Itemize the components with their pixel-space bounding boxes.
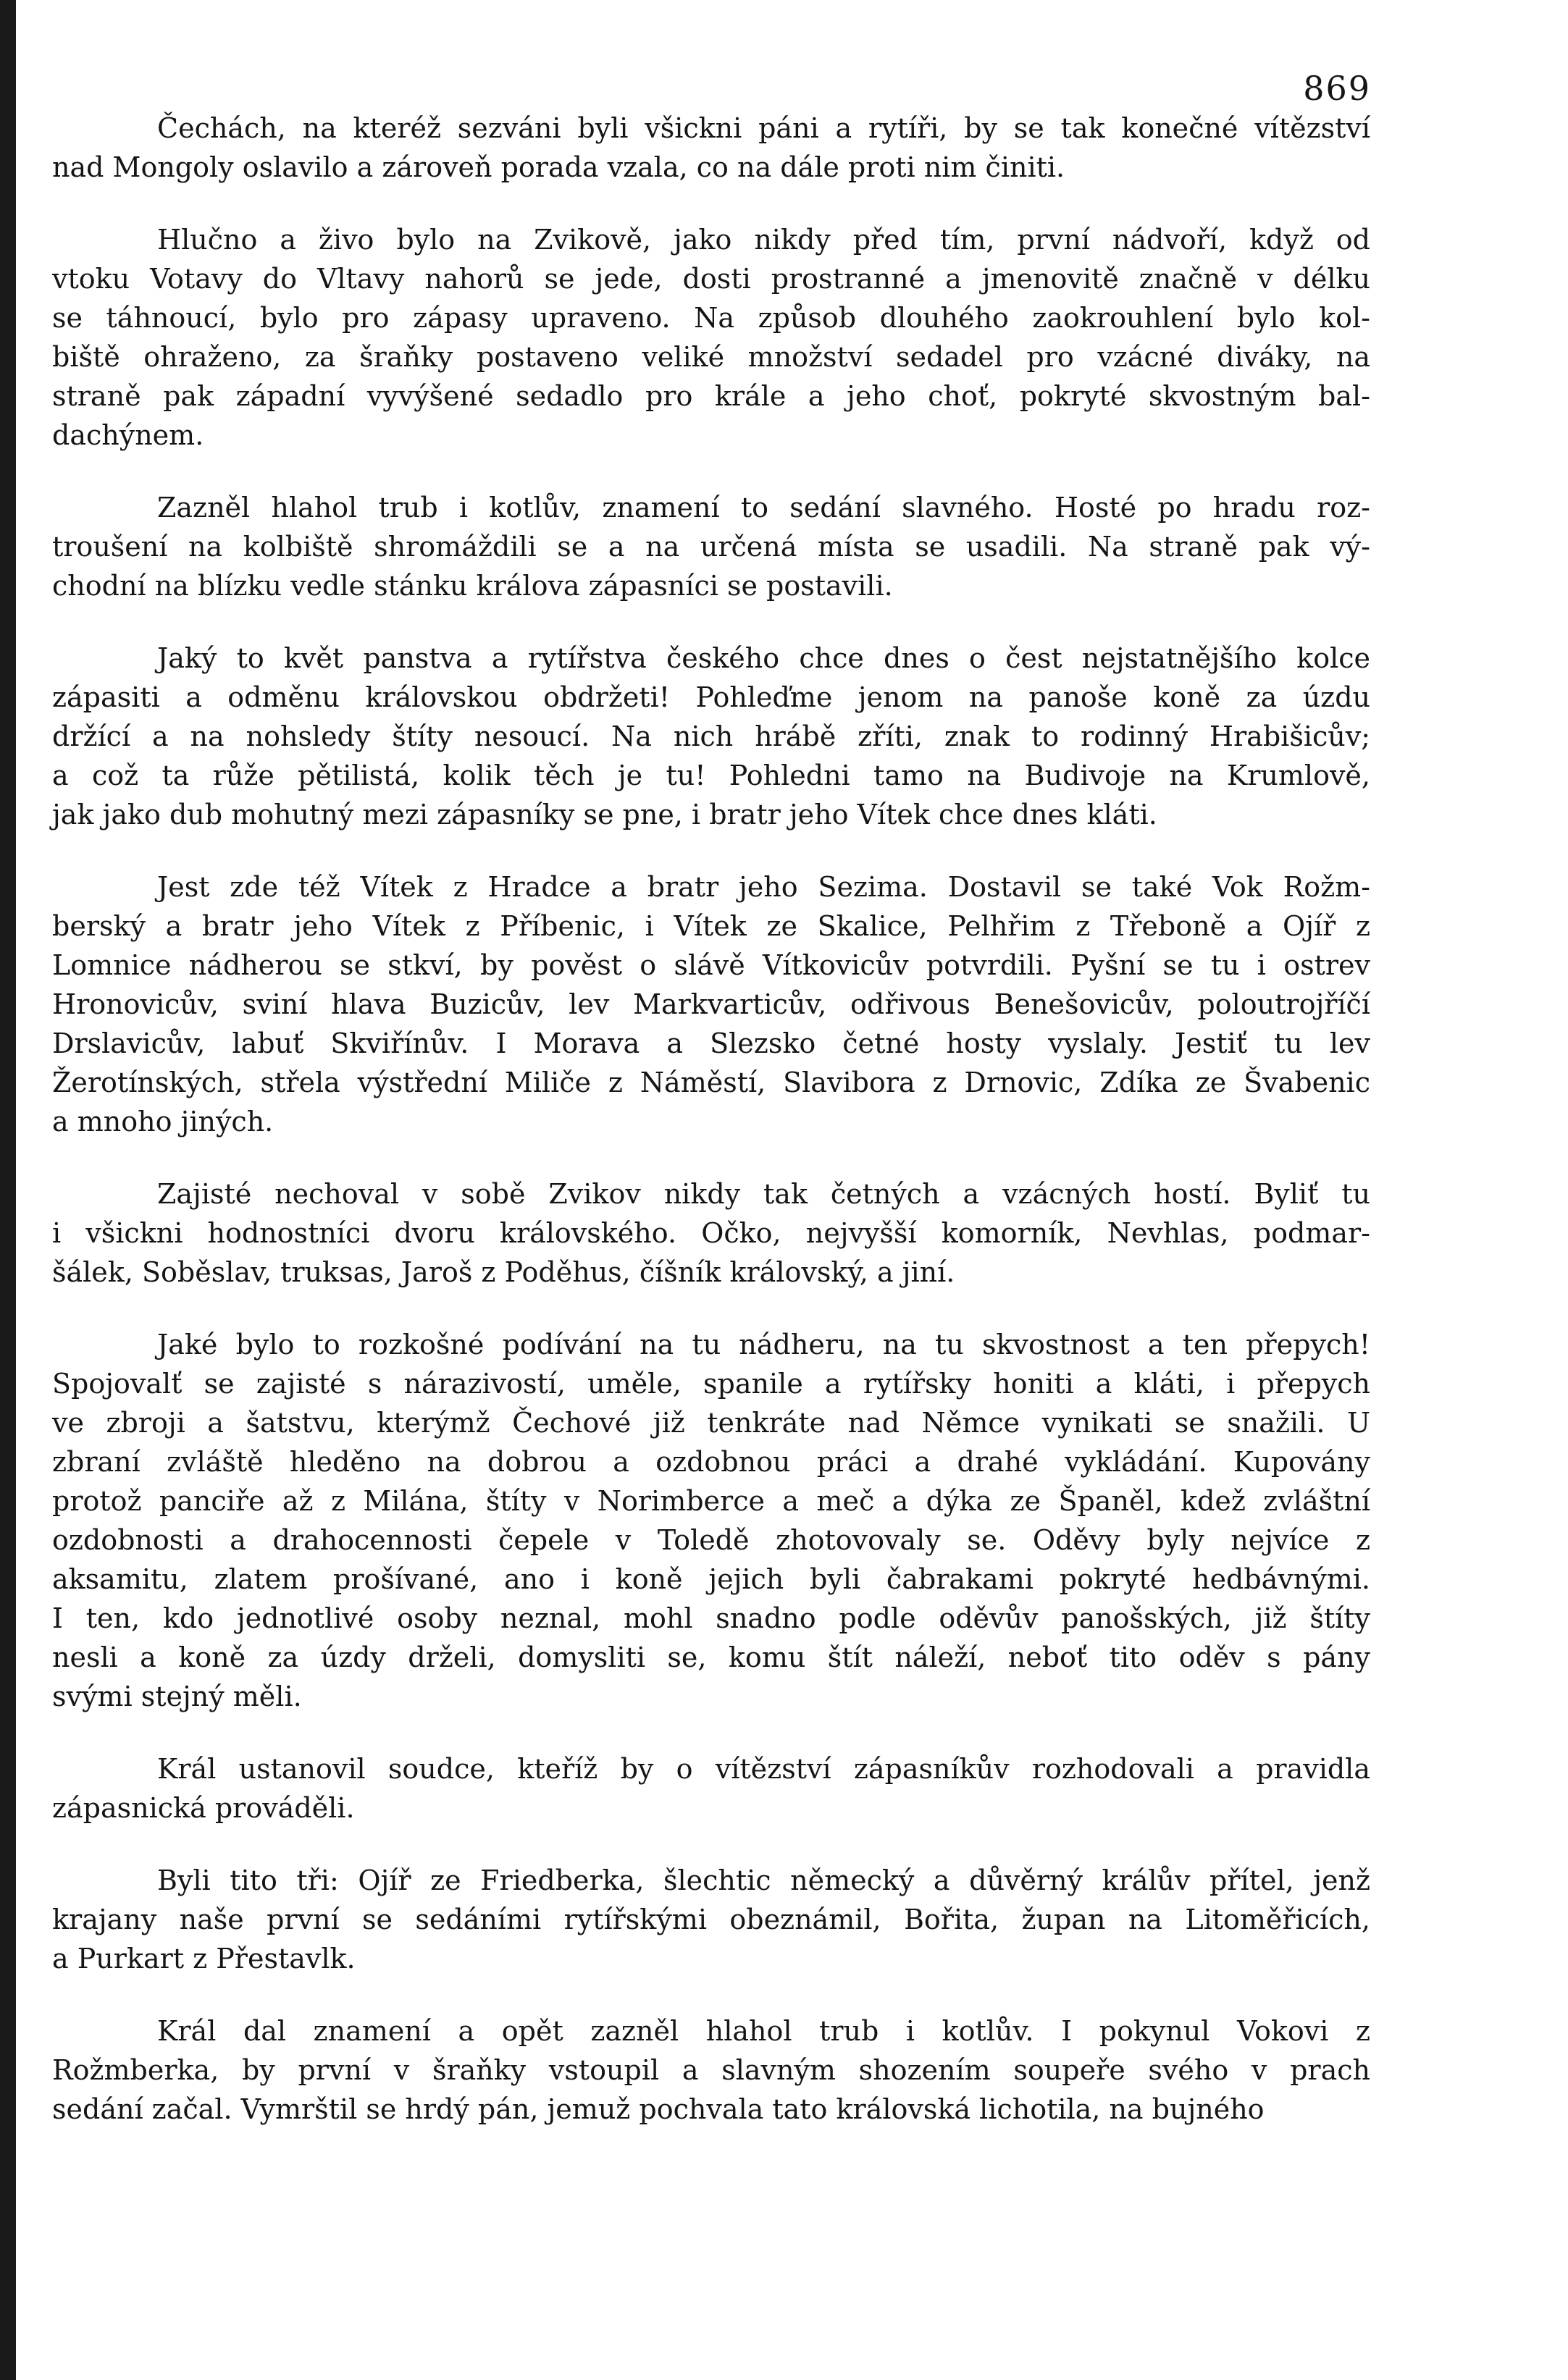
paragraph [52,1325,1370,1716]
text-line: I ten, kdo jednotlivé osoby neznal, mohl snadno podle oděvův panošských, již štíty [52,1602,1370,1634]
text-line: troušení na kolbiště shromáždili se a na určená místa se usadili. Na straně pak vý- [52,531,1370,563]
text-line: zbraní zvláště hleděno na dobrou a ozdobnou práci a drahé vykládání. Kupovány [52,1446,1370,1478]
text-line: Jaké bylo to rozkošné podívání na tu nádheru, na tu skvostnost a ten přepych! [157,1329,1370,1361]
paragraph [52,109,1370,187]
page-edge [0,0,16,2380]
text-line: nesli a koně za úzdy drželi, domysliti se, komu štít náleží, neboť tito oděv s pány [52,1641,1370,1673]
text-line: Jaký to květ panstva a rytířstva českého chce dnes o čest nejstatnějšího kolce [157,642,1370,674]
text-line: šálek, Soběslav, truksas, Jaroš z Poděhus, číšník královský, a jiní. [52,1256,955,1288]
paragraph [52,639,1370,834]
text-line: Král dal znamení a opět zazněl hlahol trub i kotlův. I pokynul Vokovi z [157,2015,1370,2047]
text-line: Byli tito tři: Ojíř ze Friedberka, šlechtic německý a důvěrný králův přítel, jenž [157,1864,1370,1896]
text-line: sedání začal. Vymrštil se hrdý pán, jemuž pochvala tato královská lichotila, na bujného [52,2093,1265,2125]
paragraph [52,1749,1370,1828]
text-line: Zazněl hlahol trub i kotlův, znamení to sedání slavného. Hosté po hradu roz- [157,492,1370,523]
text-line: vtoku Votavy do Vltavy nahorů se jede, dosti prostranné a jmenovitě značně v délku [52,263,1370,295]
text-line: zápasnická prováděli. [52,1792,355,1824]
text-line: a Purkart z Přestavlk. [52,1943,356,1975]
text-line: ve zbroji a šatstvu, kterýmž Čechové již tenkráte nad Němce vynikati se snažili. U [52,1407,1370,1439]
text-line: Drslavicův, labuť Skviřínův. I Morava a Slezsko četné hosty vyslaly. Jestiť tu lev [52,1027,1370,1059]
text-line: ozdobnosti a drahocennosti čepele v Toledě zhotovovaly se. Oděvy byly nejvíce z [52,1524,1370,1556]
text-line: Lomnice nádherou se stkví, by pověst o slávě Vítkovicův potvrdili. Pyšní se tu i ostrev [52,949,1370,981]
text-line: Jest zde též Vítek z Hradce a bratr jeho Sezima. Dostavil se také Vok Rožm- [157,871,1370,903]
text-line: Zajisté nechoval v sobě Zvikov nikdy tak četných a vzácných hostí. Byliť tu [157,1178,1370,1210]
paragraph [52,1861,1370,1978]
text-line: a mnoho jiných. [52,1106,274,1138]
text-line: zápasiti a odměnu královskou obdržeti! Pohleďme jenom na panoše koně za úzdu [52,681,1370,713]
text-line: berský a bratr jeho Vítek z Příbenic, i Vítek ze Skalice, Pelhřim z Třeboně a Ojíř z [52,910,1370,942]
paragraph [52,867,1370,1141]
text-line: Spojovalť se zajisté s nárazivostí, uměle, spanile a rytířsky honiti a kláti, i přepych [52,1368,1370,1400]
text-line: Hronovicův, sviní hlava Buzicův, lev Markvarticův, odřivous Benešovicův, poloutrojříčí [52,988,1370,1020]
text-line: biště ohraženo, za šraňky postaveno veliké množství sedadel pro vzácné diváky, na [52,341,1370,373]
paragraph [52,220,1370,455]
text-line: protož panciře až z Milána, štíty v Norimberce a meč a dýka ze Španěl, kdež zvláštní [52,1485,1370,1517]
paragraph [52,1174,1370,1292]
text-line: Žerotínských, střela výstřední Miliče z Náměstí, Slavibora z Drnovic, Zdíka ze Švabenic [52,1067,1370,1098]
text-line: svými stejný měli. [52,1681,302,1712]
text-line: aksamitu, zlatem prošívané, ano i koně jejich byli čabrakami pokryté hedbávnými. [52,1563,1370,1595]
text-line: dachýnem. [52,419,204,451]
text-line: nad Mongoly oslavilo a zároveň porada vzala, co na dále proti nim činiti. [52,151,1065,183]
paragraph [52,2011,1370,2129]
text-line: se táhnoucí, bylo pro zápasy upraveno. Na způsob dlouhého zaokrouhlení bylo kol- [52,302,1370,334]
text-line: Čechách, na kteréž sezváni byli všickni páni a rytíři, by se tak konečné vítězství [157,112,1370,144]
paragraph [52,488,1370,605]
text-line: Hlučno a živo bylo na Zvikově, jako nikdy před tím, první nádvoří, když od [157,224,1370,256]
text-line: a což ta růže pětilistá, kolik těch je tu! Pohledni tamo na Budivoje na Krumlově, [52,760,1370,791]
text-line: Rožmberka, by první v šraňky vstoupil a slavným shozením soupeře svého v prach [52,2054,1370,2086]
page-number: 869 [1303,69,1371,108]
text-line: jak jako dub mohutný mezi zápasníky se pne, i bratr jeho Vítek chce dnes kláti. [52,799,1157,831]
text-line: krajany naše první se sedáními rytířskými obeznámil, Bořita, župan na Litoměřicích, [52,1904,1370,1935]
text-line: držící a na nohsledy štíty nesoucí. Na nich hrábě zříti, znak to rodinný Hrabišicův; [52,720,1370,752]
text-line: Král ustanovil soudce, kteříž by o vítězství zápasníkův rozhodovali a pravidla [157,1753,1370,1785]
text-line: straně pak západní vyvýšené sedadlo pro krále a jeho choť, pokryté skvostným bal- [52,380,1370,412]
body-text [52,109,1370,2162]
text-line: chodní na blízku vedle stánku králova zápasníci se postavili. [52,570,893,602]
text-line: i všickni hodnostníci dvoru královského. Očko, nejvyšší komorník, Nevhlas, podmar- [52,1217,1370,1249]
